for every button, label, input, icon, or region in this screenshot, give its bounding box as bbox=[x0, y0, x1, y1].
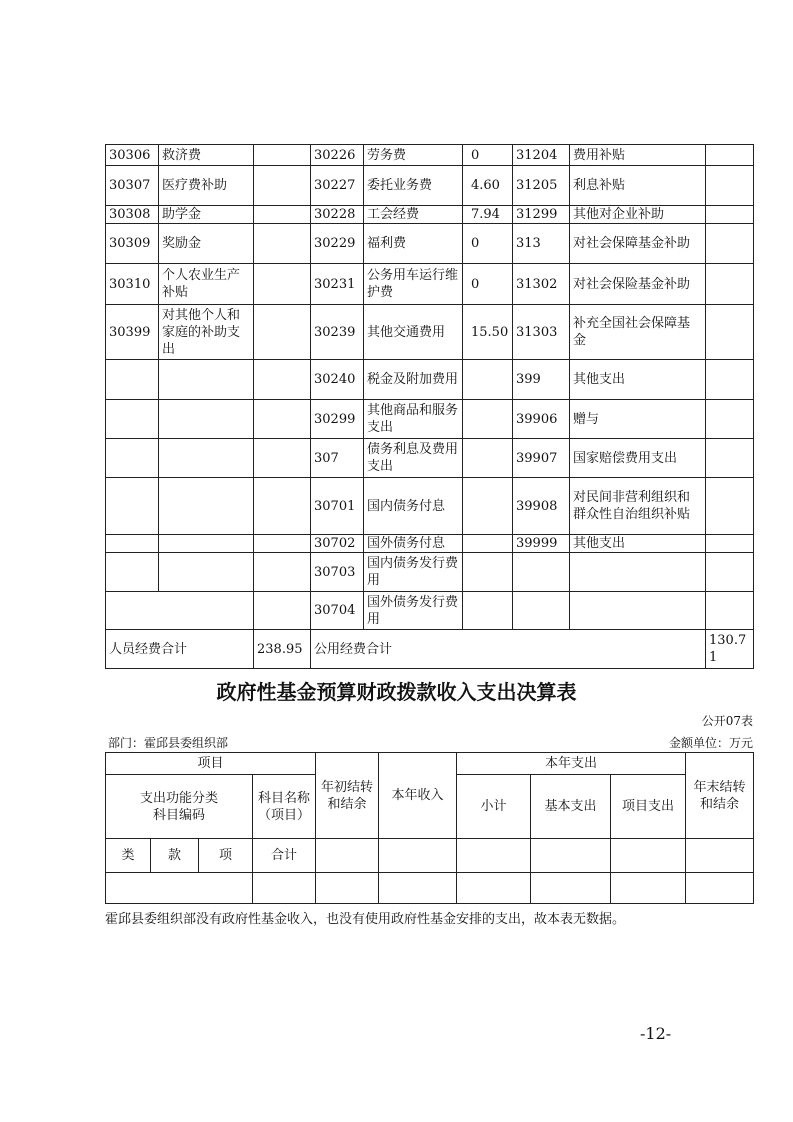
cell-code: 30310 bbox=[106, 264, 159, 305]
cell-value bbox=[463, 360, 513, 400]
cell-value: 4.60 bbox=[463, 166, 513, 206]
cell-code: 39999 bbox=[513, 535, 570, 553]
cell-code bbox=[106, 439, 159, 478]
expense-detail-table bbox=[105, 144, 754, 669]
header-basic: 基本支出 bbox=[531, 775, 611, 839]
cell-name: 债务利息及费用支出 bbox=[364, 439, 463, 478]
table-row bbox=[106, 478, 754, 535]
header-project: 项目 bbox=[106, 753, 316, 775]
cell-name: 补充全国社会保障基金 bbox=[570, 305, 706, 360]
cell-value bbox=[706, 439, 754, 478]
page-number: -12- bbox=[640, 1024, 672, 1043]
cell-value bbox=[463, 535, 513, 553]
cell-code: 30399 bbox=[106, 305, 159, 360]
cell-code: 30702 bbox=[311, 535, 364, 553]
cell-value bbox=[254, 264, 311, 305]
header-end-balance: 年末结转和结余 bbox=[686, 753, 754, 839]
cell-value bbox=[254, 360, 311, 400]
cell-name: 其他支出 bbox=[570, 535, 706, 553]
cell-code: 307 bbox=[311, 439, 364, 478]
cell-code: 39907 bbox=[513, 439, 570, 478]
cell-name bbox=[159, 400, 254, 439]
cell-name bbox=[159, 535, 254, 553]
table-row bbox=[106, 553, 754, 592]
header-func-class: 支出功能分类科目编码 bbox=[106, 775, 253, 839]
cell-name: 工会经费 bbox=[364, 206, 463, 224]
cell-name: 税金及附加费用 bbox=[364, 360, 463, 400]
cell-code: 30309 bbox=[106, 224, 159, 264]
cell-code: 30703 bbox=[311, 553, 364, 592]
cell-code bbox=[106, 360, 159, 400]
cell-value bbox=[706, 166, 754, 206]
cell-name: 奖励金 bbox=[159, 224, 254, 264]
cell-value: 15.50 bbox=[463, 305, 513, 360]
government-fund-table bbox=[105, 752, 754, 904]
cell-value: 7.94 bbox=[463, 206, 513, 224]
cell-code: 31303 bbox=[513, 305, 570, 360]
header-begin-balance: 年初结转和结余 bbox=[316, 753, 379, 839]
public-total-value: 130.71 bbox=[706, 630, 754, 669]
cell-value: 0 bbox=[463, 145, 513, 166]
cell-name: 助学金 bbox=[159, 206, 254, 224]
cell-name: 其他商品和服务支出 bbox=[364, 400, 463, 439]
cell-code: 30299 bbox=[311, 400, 364, 439]
table-row bbox=[106, 206, 754, 224]
cell-value: 0 bbox=[463, 224, 513, 264]
cell-value bbox=[463, 478, 513, 535]
cell-name: 赠与 bbox=[570, 400, 706, 439]
cell-value bbox=[706, 400, 754, 439]
cell-code bbox=[106, 478, 159, 535]
cell-name bbox=[570, 553, 706, 592]
table-row bbox=[106, 535, 754, 553]
cell-name bbox=[159, 360, 254, 400]
cell-value bbox=[254, 224, 311, 264]
cell-code bbox=[106, 400, 159, 439]
cell-name: 委托业务费 bbox=[364, 166, 463, 206]
table-row bbox=[106, 166, 754, 206]
header-subtotal: 小计 bbox=[457, 775, 531, 839]
cell-code: 31299 bbox=[513, 206, 570, 224]
cell-code: 30231 bbox=[311, 264, 364, 305]
cell-code: 30701 bbox=[311, 478, 364, 535]
cell-code: 30228 bbox=[311, 206, 364, 224]
cell-name bbox=[159, 439, 254, 478]
cell-value bbox=[463, 439, 513, 478]
header-total: 合计 bbox=[253, 839, 316, 873]
cell-code: 30307 bbox=[106, 166, 159, 206]
cell-value bbox=[463, 553, 513, 592]
header-expense: 本年支出 bbox=[457, 753, 686, 775]
cell-value bbox=[254, 535, 311, 553]
cell-name bbox=[159, 553, 254, 592]
cell-code: 30227 bbox=[311, 166, 364, 206]
header-subject-name: 科目名称（项目） bbox=[253, 775, 316, 839]
cell-name bbox=[159, 478, 254, 535]
total-row bbox=[106, 630, 754, 669]
cell-name: 对民间非营利组织和群众性自治组织补贴 bbox=[570, 478, 706, 535]
empty-row bbox=[106, 873, 754, 904]
fund-note: 霍邱县委组织部没有政府性基金收入，也没有使用政府性基金安排的支出，故本表无数据。 bbox=[105, 912, 626, 927]
cell-value bbox=[706, 264, 754, 305]
cell-name: 对其他个人和家庭的补助支出 bbox=[159, 305, 254, 360]
cell-name: 劳务费 bbox=[364, 145, 463, 166]
cell-name: 医疗费补助 bbox=[159, 166, 254, 206]
cell-value bbox=[463, 400, 513, 439]
cell-code: 39908 bbox=[513, 478, 570, 535]
cell-value bbox=[706, 224, 754, 264]
cell-name: 对社会保障基金补助 bbox=[570, 224, 706, 264]
fund-table-title: 政府性基金预算财政拨款收入支出决算表 bbox=[216, 680, 577, 704]
table-row bbox=[106, 264, 754, 305]
cell-code: 39906 bbox=[513, 400, 570, 439]
cell-name: 费用补贴 bbox=[570, 145, 706, 166]
cell-code: 30704 bbox=[311, 592, 364, 630]
header-income: 本年收入 bbox=[379, 753, 457, 839]
cell-value bbox=[254, 145, 311, 166]
cell-value bbox=[706, 145, 754, 166]
table-row bbox=[106, 305, 754, 360]
table-row bbox=[106, 224, 754, 264]
cell-code: 30229 bbox=[311, 224, 364, 264]
cell-value bbox=[706, 305, 754, 360]
cell-value bbox=[254, 553, 311, 592]
public-total-label: 公用经费合计 bbox=[311, 630, 706, 669]
cell-value bbox=[706, 206, 754, 224]
cell-code bbox=[106, 553, 159, 592]
cell-code: 31302 bbox=[513, 264, 570, 305]
cell-name: 其他交通费用 bbox=[364, 305, 463, 360]
cell-value bbox=[254, 439, 311, 478]
cell-value bbox=[706, 478, 754, 535]
table-number: 公开07表 bbox=[701, 714, 753, 728]
cell-name: 国外债务付息 bbox=[364, 535, 463, 553]
cell-name: 公务用车运行维护费 bbox=[364, 264, 463, 305]
department-label: 部门：霍邱县委组织部 bbox=[108, 736, 229, 750]
table-row bbox=[106, 592, 754, 630]
cell-value bbox=[254, 166, 311, 206]
cell-code: 30308 bbox=[106, 206, 159, 224]
cell-code: 30226 bbox=[311, 145, 364, 166]
header-kuan: 款 bbox=[151, 839, 199, 873]
cell-code: 30306 bbox=[106, 145, 159, 166]
cell-name: 其他支出 bbox=[570, 360, 706, 400]
cell-value bbox=[706, 553, 754, 592]
cell-value bbox=[706, 360, 754, 400]
table-row bbox=[106, 145, 754, 166]
cell-name: 其他对企业补助 bbox=[570, 206, 706, 224]
cell-name: 国内债务付息 bbox=[364, 478, 463, 535]
cell-value bbox=[254, 400, 311, 439]
cell-code: 30240 bbox=[311, 360, 364, 400]
cell-value bbox=[254, 305, 311, 360]
cell-code: 313 bbox=[513, 224, 570, 264]
cell-name: 个人农业生产补贴 bbox=[159, 264, 254, 305]
cell-value bbox=[254, 478, 311, 535]
cell-name: 救济费 bbox=[159, 145, 254, 166]
cell-code bbox=[513, 553, 570, 592]
cell-name: 国内债务发行费用 bbox=[364, 553, 463, 592]
cell-name: 国外债务发行费用 bbox=[364, 592, 463, 630]
header-project-exp: 项目支出 bbox=[611, 775, 686, 839]
header-xiang: 项 bbox=[199, 839, 253, 873]
cell-code: 399 bbox=[513, 360, 570, 400]
cell-name: 利息补贴 bbox=[570, 166, 706, 206]
table-row bbox=[106, 400, 754, 439]
cell-value bbox=[254, 206, 311, 224]
cell-code: 31204 bbox=[513, 145, 570, 166]
personnel-total-value: 238.95 bbox=[254, 630, 311, 669]
cell-code: 31205 bbox=[513, 166, 570, 206]
unit-label: 金额单位：万元 bbox=[668, 736, 753, 750]
personnel-total-label: 人员经费合计 bbox=[106, 630, 254, 669]
cell-name: 福利费 bbox=[364, 224, 463, 264]
cell-code: 30239 bbox=[311, 305, 364, 360]
header-lei: 类 bbox=[106, 839, 151, 873]
cell-value bbox=[706, 535, 754, 553]
cell-value: 0 bbox=[463, 264, 513, 305]
table-row bbox=[106, 439, 754, 478]
table-row bbox=[106, 360, 754, 400]
cell-name: 对社会保险基金补助 bbox=[570, 264, 706, 305]
cell-name: 国家赔偿费用支出 bbox=[570, 439, 706, 478]
cell-code bbox=[106, 535, 159, 553]
